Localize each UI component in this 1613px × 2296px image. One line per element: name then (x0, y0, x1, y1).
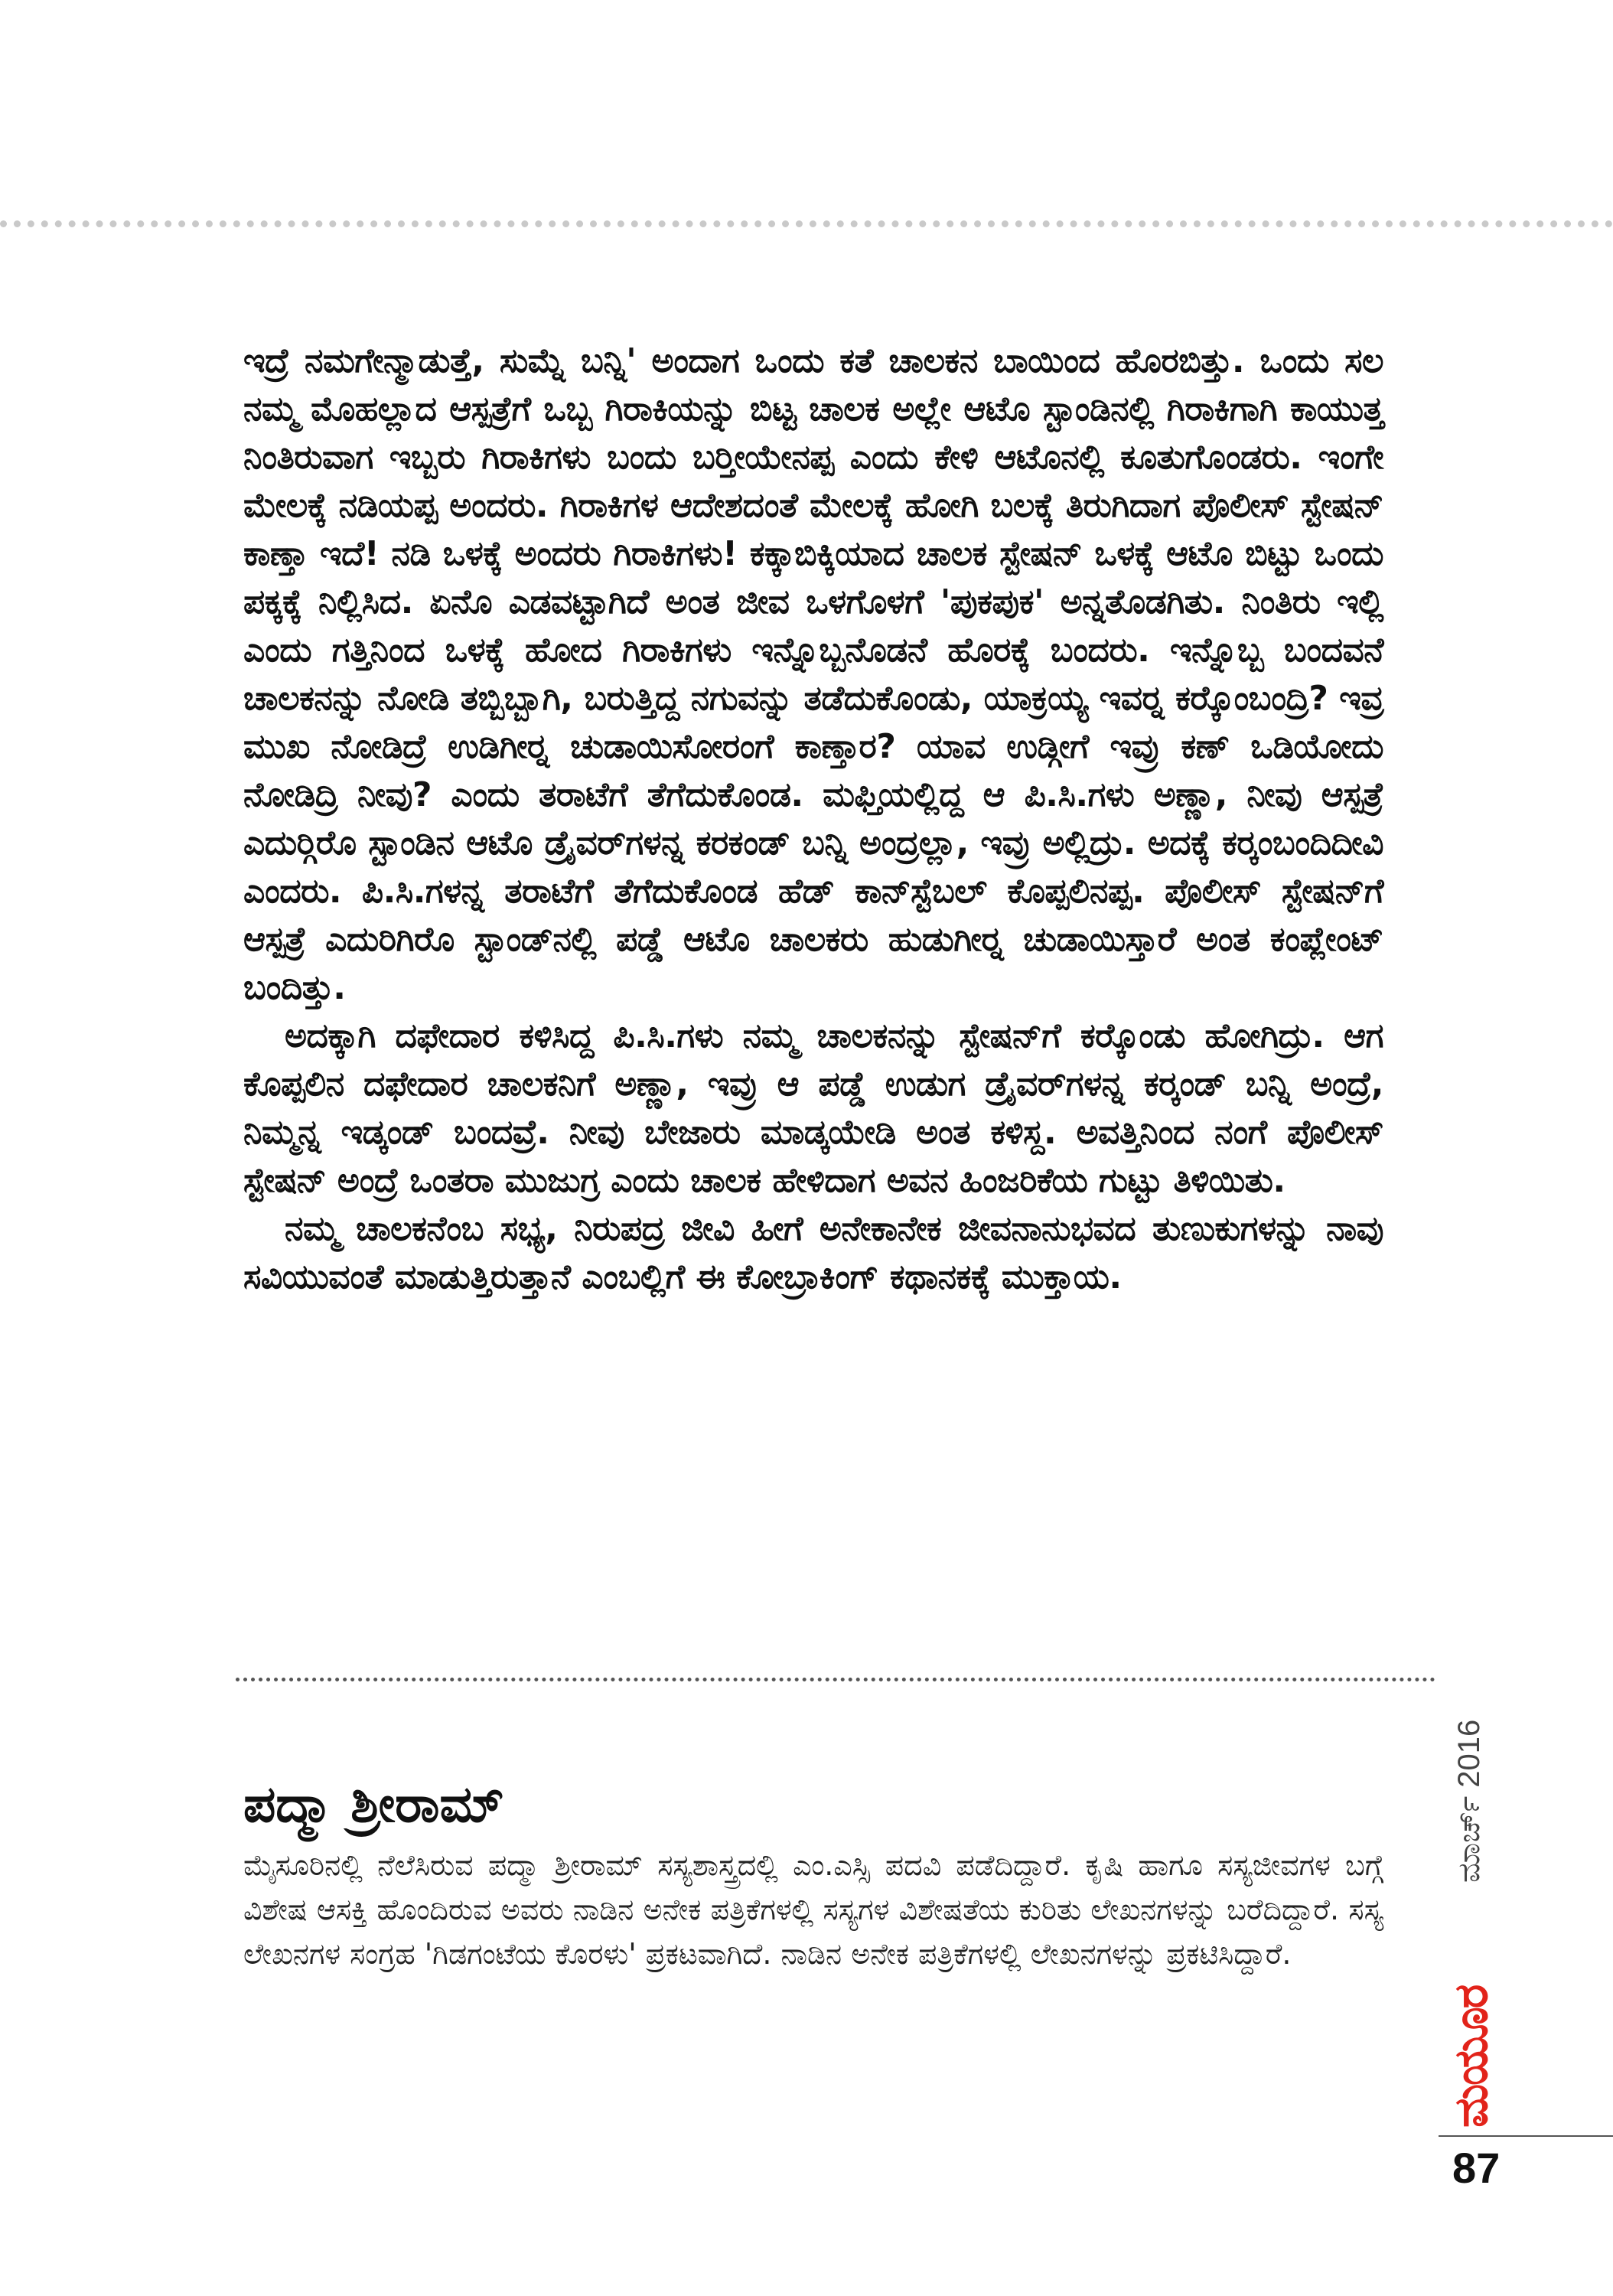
top-dotted-divider (0, 220, 1613, 227)
magazine-logo: ಮಯೂರ (1445, 1985, 1498, 2128)
article-paragraph: ಅದಕ್ಕಾಗಿ ದಫೇದಾರ ಕಳಿಸಿದ್ದ ಪಿ.ಸಿ.ಗಳು ನಮ್ಮ ಚಾಲಕನನ್ನು ಸ್ಟೇಷನ್‌ಗೆ ಕರ್‍ಕೊಂಡು ಹೋಗಿದ್ರು. ಆಗ ಕೊಪ್ಪಲಿನ ದಫೇದಾರ ಚಾಲಕನಿಗೆ ಅಣ್ಣಾ, ಇವ್ರು ಆ ಪಡ್ಡೆ ಉಡುಗ ಡ್ರೈವರ್‌ಗಳನ್ನ ಕರ್‍ಕಂಡ್ ಬನ್ನಿ ಅಂದ್ರೆ, ನಿಮ್ಮನ್ನ ಇಡ್ಕಂಡ್ ಬಂದವ್ರೆ. ನೀವು ಬೇಜಾರು ಮಾಡ್ಕಯೇಡಿ ಅಂತ ಕಳಿಸ್ದ. ಅವತ್ತಿನಿಂದ ನಂಗೆ ಪೊಲೀಸ್ ಸ್ಟೇಷನ್ ಅಂದ್ರೆ ಒಂತರಾ ಮುಜುಗ್ರ ಎಂದು ಚಾಲಕ ಹೇಳಿದಾಗ ಅವನ ಹಿಂಜರಿಕೆಯ ಗುಟ್ಟು ತಿಳಿಯಿತು. (243, 1016, 1383, 1200)
section-dotted-divider (236, 1678, 1435, 1681)
article-body (243, 337, 1383, 1301)
issue-date: ಮಾರ್ಚ್ 2016 (1452, 1719, 1486, 1883)
author-name: ಪದ್ಮಾ ಶ್ರೀರಾಮ್ (243, 1775, 504, 1834)
page-number-rule (1439, 2135, 1613, 2137)
article-paragraph: ನಮ್ಮ ಚಾಲಕನೆಂಬ ಸಭ್ಯ, ನಿರುಪದ್ರ ಜೀವಿ ಹೀಗೆ ಅನೇಕಾನೇಕ ಜೀವನಾನುಭವದ ತುಣುಕುಗಳನ್ನು ನಾವು ಸವಿಯುವಂತೆ ಮಾಡುತ್ತಿರುತ್ತಾನೆ ಎಂಬಲ್ಲಿಗೆ ಈ ಕೋಬ್ರಾಕಿಂಗ್ ಕಥಾನಕಕ್ಕೆ ಮುಕ್ತಾಯ. (243, 1209, 1383, 1296)
page-number: 87 (1452, 2144, 1501, 2192)
author-bio-box (243, 1774, 1383, 1976)
article-paragraph: ಇದ್ರೆ ನಮಗೇನ್ಮಾಡುತ್ತೆ, ಸುಮ್ನೆ ಬನ್ನಿ' ಅಂದಾಗ ಒಂದು ಕತೆ ಚಾಲಕನ ಬಾಯಿಂದ ಹೊರಬಿತ್ತು. ಒಂದು ಸಲ ನಮ್ಮ ಮೊಹಲ್ಲಾದ ಆಸ್ಪತ್ರೆಗೆ ಒಬ್ಬ ಗಿರಾಕಿಯನ್ನು ಬಿಟ್ಟ ಚಾಲಕ ಅಲ್ಲೇ ಆಟೊ ಸ್ಟಾಂಡಿನಲ್ಲಿ ಗಿರಾಕಿಗಾಗಿ ಕಾಯುತ್ತ ನಿಂತಿರುವಾಗ ಇಬ್ಬರು ಗಿರಾಕಿಗಳು ಬಂದು ಬರ್‍ತೀಯೇನಪ್ಪ ಎಂದು ಕೇಳಿ ಆಟೊನಲ್ಲಿ ಕೂತುಗೊಂಡರು. ಇಂಗೇ ಮೇಲಕ್ಕೆ ನಡಿಯಪ್ಪ ಅಂದರು. ಗಿರಾಕಿಗಳ ಆದೇಶದಂತೆ ಮೇಲಕ್ಕೆ ಹೋಗಿ ಬಲಕ್ಕೆ ತಿರುಗಿದಾಗ ಪೊಲೀಸ್ ಸ್ಟೇಷನ್ ಕಾಣ್ತಾ ಇದೆ! ನಡಿ ಒಳಕ್ಕೆ ಅಂದರು ಗಿರಾಕಿಗಳು! ಕಕ್ಕಾಬಿಕ್ಕಿಯಾದ ಚಾಲಕ ಸ್ಟೇಷನ್ ಒಳಕ್ಕೆ ಆಟೊ ಬಿಟ್ಟು ಒಂದು ಪಕ್ಕಕ್ಕೆ ನಿಲ್ಲಿಸಿದ. ಏನೊ ಎಡವಟ್ಟಾಗಿದೆ ಅಂತ ಜೀವ ಒಳಗೊಳಗೆ 'ಪುಕಪುಕ' ಅನ್ನತೊಡಗಿತು. ನಿಂತಿರು ಇಲ್ಲಿ ಎಂದು ಗತ್ತಿನಿಂದ ಒಳಕ್ಕೆ ಹೋದ ಗಿರಾಕಿಗಳು ಇನ್ನೊಬ್ಬನೊಡನೆ ಹೊರಕ್ಕೆ ಬಂದರು. ಇನ್ನೊಬ್ಬ ಬಂದವನೆ ಚಾಲಕನನ್ನು ನೋಡಿ ತಬ್ಬಿಬ್ಬಾಗಿ, ಬರುತ್ತಿದ್ದ ನಗುವನ್ನು ತಡೆದುಕೊಂಡು, ಯಾಕ್ರಯ್ಯ ಇವರ್‍ನ ಕರ್‍ಕೊಂಬಂದ್ರಿ? ಇವ್ರ ಮುಖ ನೋಡಿದ್ರೆ ಉಡಿಗೀರ್‍ನ ಚುಡಾಯಿಸೋರಂಗೆ ಕಾಣ್ತಾರ? ಯಾವ ಉಡ್ಗೀಗೆ ಇವ್ರು ಕಣ್ ಒಡಿಯೋದು ನೋಡಿದ್ರಿ ನೀವು? ಎಂದು ತರಾಟೆಗೆ ತೆಗೆದುಕೊಂಡ. ಮಫ್ತಿಯಲ್ಲಿದ್ದ ಆ ಪಿ.ಸಿ.ಗಳು ಅಣ್ಣಾ, ನೀವು ಆಸ್ಪತ್ರೆ ಎದುರ್‍ಗಿರೊ ಸ್ಟಾಂಡಿನ ಆಟೊ ಡ್ರೈವರ್‌ಗಳನ್ನ ಕರಕಂಡ್ ಬನ್ನಿ ಅಂದ್ರಲ್ಲಾ, ಇವ್ರು ಅಲ್ಲಿದ್ರು. ಅದಕ್ಕೆ ಕರ್‍ಕಂಬಂದಿದೀವಿ ಎಂದರು. ಪಿ.ಸಿ.ಗಳನ್ನ ತರಾಟೆಗೆ ತೆಗೆದುಕೊಂಡ ಹೆಡ್ ಕಾನ್‌ಸ್ಟೆಬಲ್ ಕೊಪ್ಪಲಿನಪ್ಪ. ಪೊಲೀಸ್ ಸ್ಟೇಷನ್‌ಗೆ ಆಸ್ಪತ್ರೆ ಎದುರಿಗಿರೊ ಸ್ಟಾಂಡ್‌ನಲ್ಲಿ ಪಡ್ಡೆ ಆಟೊ ಚಾಲಕರು ಹುಡುಗೀರ್‍ನ ಚುಡಾಯಿಸ್ತಾರೆ ಅಂತ ಕಂಪ್ಲೇಂಟ್ ಬಂದಿತ್ತು. (243, 341, 1383, 1007)
author-bio-text: ಮೈಸೂರಿನಲ್ಲಿ ನೆಲೆಸಿರುವ ಪದ್ಮಾ ಶ್ರೀರಾಮ್ ಸಸ್ಯಶಾಸ್ತ್ರದಲ್ಲಿ ಎಂ.ಎಸ್ಸಿ ಪದವಿ ಪಡೆದಿದ್ದಾರೆ. ಕೃಷಿ ಹಾಗೂ ಸಸ್ಯಜೀವಗಳ ಬಗ್ಗೆ ವಿಶೇಷ ಆಸಕ್ತಿ ಹೊಂದಿರುವ ಅವರು ನಾಡಿನ ಅನೇಕ ಪತ್ರಿಕೆಗಳಲ್ಲಿ ಸಸ್ಯಗಳ ವಿಶೇಷತೆಯ ಕುರಿತು ಲೇಖನಗಳನ್ನು ಬರೆದಿದ್ದಾರೆ. ಸಸ್ಯ ಲೇಖನಗಳ ಸಂಗ್ರಹ 'ಗಿಡಗಂಟೆಯ ಕೊರಳು' ಪ್ರಕಟವಾಗಿದೆ. ನಾಡಿನ ಅನೇಕ ಪತ್ರಿಕೆಗಳಲ್ಲಿ ಲೇಖನಗಳನ್ನು ಪ್ರಕಟಿಸಿದ್ದಾರೆ. (243, 1848, 1383, 1971)
